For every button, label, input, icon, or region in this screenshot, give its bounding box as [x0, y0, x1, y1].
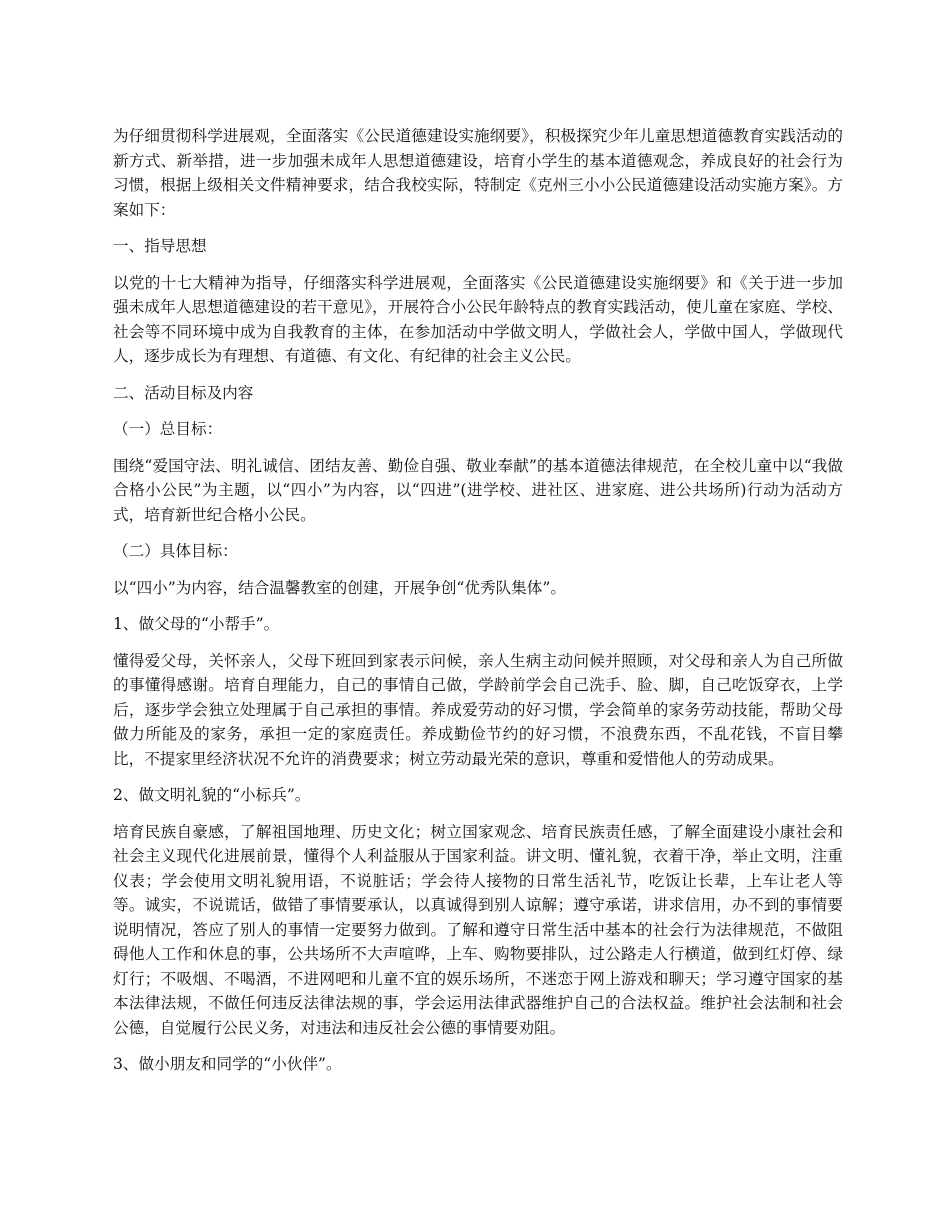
item-paragraph-2: 培育民族自豪感，了解祖国地理、历史文化；树立国家观念、培育民族责任感，了解全面建设小康社会和社会主义现代化进展前景，懂得个人利益服从于国家利益。讲文明、懂礼貌，衣着干净，举止文明，注重仪表；学会使用文明礼貌用语，不说脏话；学会待人接物的日常生活礼节，吃饭让长辈，上车让老人等等。诚实，不说谎话，做错了事情要承认，以真诚得到别人谅解；遵守承诺，讲求信用，办不到的事情要说明情况，答应了别人的事情一定要努力做到。了解和遵守日常生活中基本的社会行为法律规范，不做阻碍他人工作和休息的事，公共场所不大声喧哗，上车、购物要排队，过公路走人行横道，做到红灯停、绿灯行；不吸烟、不喝酒，不进网吧和儿童不宜的娱乐场所，不迷恋于网上游戏和聊天；学习遵守国家的基本法律法规，不做任何违反法律法规的事，学会运用法律武器维护自己的合法权益。维护社会法制和社会公德，自觉履行公民义务，对违法和违反社会公德的事情要劝阻。 — [113, 822, 843, 1037]
section-heading-goals: 二、活动目标及内容 — [113, 383, 254, 402]
item-heading-2: 2、做文明礼貌的“小标兵”。 — [113, 786, 311, 804]
intro-paragraph: 为仔细贯彻科学进展观，全面落实《公民道德建设实施纲要》，积极探究少年儿童思想道德教育实践活动的新方式、新举措，进一步加强未成年人思想道德建设，培育小学生的基本道德观念，养成良好的社会行为习惯，根据上级相关文件精神要求，结合我校实际，特制定《克州三小小公民道德建设活动实施方案》。方案如下： — [113, 127, 843, 219]
guiding-thought-paragraph: 以党的十七大精神为指导，仔细落实科学进展观，全面落实《公民道德建设实施纲要》和《关于进一步加强未成年人思想道德建设的若干意见》，开展符合小公民年龄特点的教育实践活动，使儿童在家庭、学校、社会等不同环境中成为自我教育的主体，在参加活动中学做文明人，学做社会人，学做中国人，学做现代人，逐步成长为有理想、有道德、有文化、有纪律的社会主义公民。 — [113, 273, 843, 365]
subheading-overall-goal: （一）总目标： — [113, 420, 223, 438]
item-heading-1: 1、做父母的“小帮手”。 — [113, 615, 280, 633]
item-heading-3: 3、做小朋友和同学的“小伙伴”。 — [113, 1055, 342, 1073]
specific-goals-paragraph: 以“四小”为内容，结合温馨教室的创建，开展争创“优秀队集体”。 — [113, 578, 566, 597]
overall-goal-paragraph: 围绕“爱国守法、明礼诚信、团结友善、勤俭自强、敬业奉献”的基本道德法律规范，在全校儿童中以“我做合格小公民”为主题，以“四小”为内容，以“四进”(进学校、进社区、进家庭、进公共场所)行动为活动方式，培育新世纪合格小公民。 — [113, 456, 843, 524]
subheading-specific-goals: （二）具体目标： — [113, 542, 238, 560]
document-page — [113, 124, 843, 1089]
item-paragraph-1: 懂得爱父母，关怀亲人，父母下班回到家表示问候，亲人生病主动问候并照顾，对父母和亲人为自己所做的事懂得感谢。培育自理能力，自己的事情自己做，学龄前学会自己洗手、脸、脚，自己吃饭穿衣，上学后，逐步学会独立处理属于自己承担的事情。养成爱劳动的好习惯，学会简单的家务劳动技能，帮助父母做力所能及的家务，承担一定的家庭责任。养成勤俭节约的好习惯，不浪费东西，不乱花钱，不盲目攀比，不提家里经济状况不允许的消费要求；树立劳动最光荣的意识，尊重和爱惜他人的劳动成果。 — [113, 651, 843, 768]
section-heading-guiding-thought: 一、指导思想 — [113, 237, 207, 255]
